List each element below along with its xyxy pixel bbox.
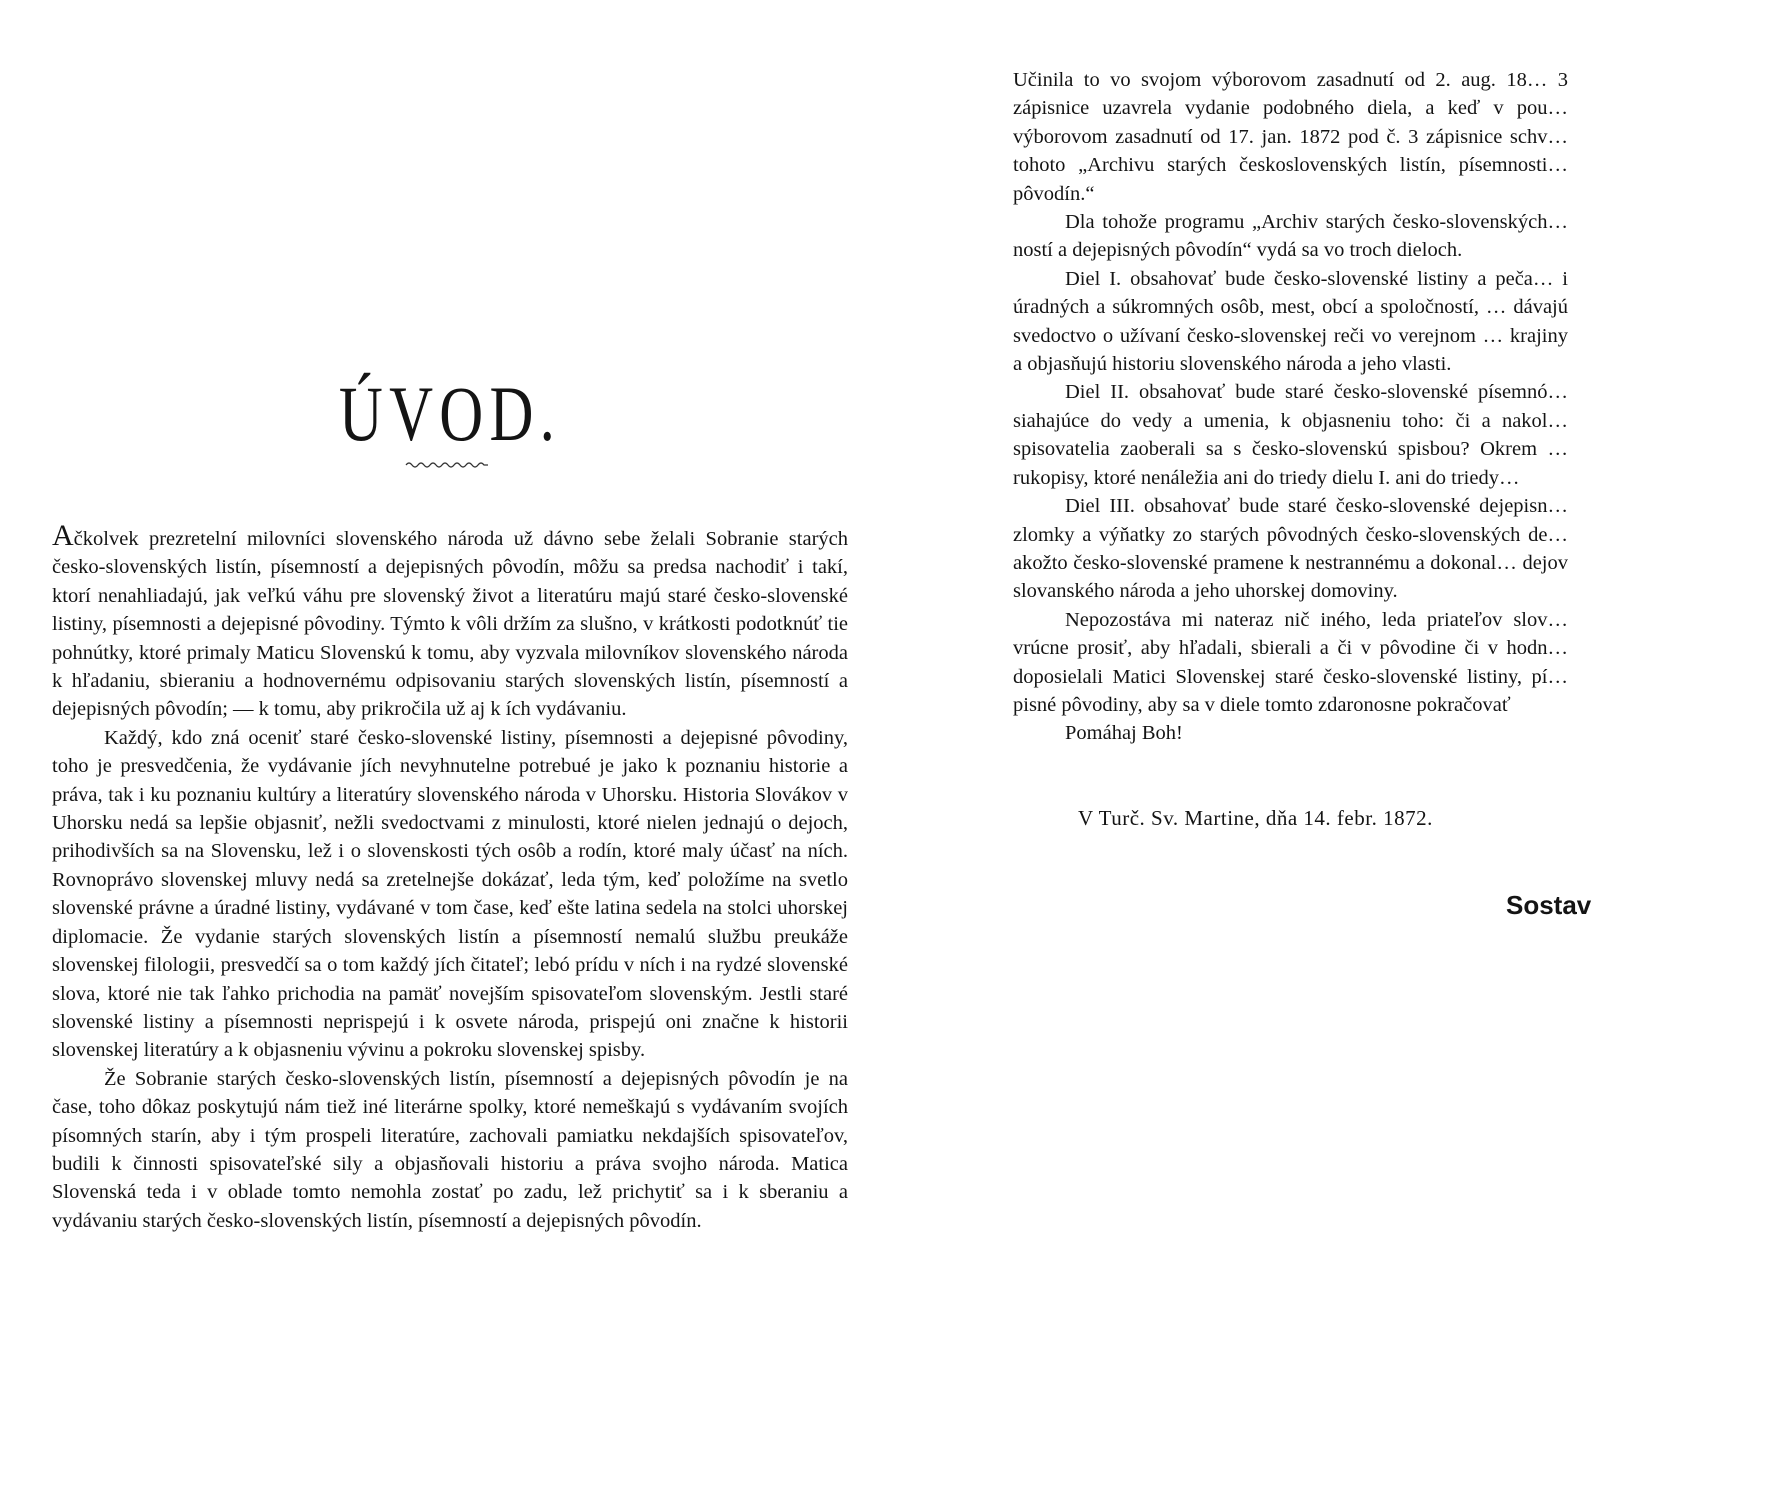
paragraph: Dla tohože programu „Archiv starých česko-slovenských… ností a dejepisných pôvodín“ vydá sa vo troch dieloch. — [1013, 211, 1568, 262]
right-column-text — [1013, 66, 1568, 748]
title-ornament — [406, 460, 488, 470]
paragraph: Pomáhaj Boh! — [1065, 722, 1183, 745]
paragraph: Diel I. obsahovať bude česko-slovenské listiny a peča… i úradných a súkromných osôb, mest, obcí a spoločností, … dávajú svedoctvo o užívaní česko-slovenskej reči vo verejnom … krajiny a objasňujú historiu slovenského národa a jeho vlasti. — [1013, 267, 1568, 376]
paragraph-text: čkolvek prezretelní milovníci slovenského národa už dávno sebe želali Sobranie starých česko-slovenských listín, písemností a dejepisných pôvodín, môžu sa predsa nachodiť i takí, ktorí nenahliadajú, jak veľkú váhu pre slovenský život a literatúru majú staré česko-slovenské listiny, písemnosti a dejepisné pôvodiny. Týmto k vôli držím za slušno, v krátkosti podotknúť tie pohnútky, ktoré primaly Maticu Slovenskú k tomu, aby vyzvala milovníkov slovenského národa k hľadaniu, sbieraniu a hodnovernému odpisovaniu starých slovenských listín, písemností a dejepisných pôvodín; — k tomu, aby prikročila už aj k ích vydávaniu. — [52, 528, 848, 721]
paragraph: Diel III. obsahovať bude staré česko-slovenské dejepisn… zlomky a výňatky zo starých pôvodných česko-slovenských de… akožto česko-slovenské pramene k nestrannému a dokonal… dejov slovanského národa a jeho uhorskej domoviny. — [1013, 495, 1568, 603]
paragraph: Že Sobranie starých česko-slovenských listín, písemností a dejepisných pôvodín je na čase, toho dôkaz poskytujú nám tiež iné literárne spolky, ktoré nemeškajú s vydávaním svojích písomných starín, aby i tým prospeli literatúre, zachovali pamiatku nekdajších spisovateľov, budili k činnosti spisovateľské sily a objasňovali historiu a práva svojho národa. Matica Slovenská teda i v oblade tomto nemohla zostať po zadu, lež prichytiť sa i k sberaniu a vydávaniu starých česko-slovenských listín, písemností a dejepisných pôvodín. — [52, 1067, 848, 1232]
paragraph: Nepozostáva mi nateraz nič iného, leda priateľov slov… vrúcne prosiť, aby hľadali, sbierali a či v pôvodine či v hodn… doposielali Matici Slovenskej staré česko-slovenské listiny, pí… pisné pôvodiny, aby sa v diele tomto zdaronosne pokračovať — [1013, 608, 1568, 716]
paragraph: Každý, kdo zná oceniť staré česko-slovenské listiny, písemnosti a dejepisné pôvodiny, toho je presvedčenia, že vydávanie jích nevyhnutelne potrebué je jako k poznaniu historie a práva, tak i ku poznaniu kultúry a literatúry slovenského národa v Uhorsku. Historia Slovákov v Uhorsku nedá sa lepšie objasniť, nežli svedoctvami z minulosti, ktoré nielen jednajú o dejoch, prihodivších sa na Slovensku, lež i o slovenskosti tých osôb a rodín, ktoré maly účasť na ních. Rovnoprávo slovenskej mluvy nedá sa zretelnejše dokázať, leda tým, keď položíme na svetlo slovenské právne a úradné listiny, vydávané v tom čase, keď ešte latina sedela na stolci uhorskej diplomacie. Že vydanie starých slovenských listín a písemností nemalú službu preukáže slovenskej filologii, presvedčí sa o tom každý jích čitateľ; lebó prídu v ních i na rydzé slovenské slova, ktoré nie tak ľahko prichodia na pamäť novejším spisovateľom slovenským. Jestli staré slovenské listiny a písemnosti neprispejú i k osvete národa, prispejú oni značne k historii slovenskej literatúry a k objasneniu vývinu a pokroku slovenskej spisby. — [52, 726, 848, 1062]
right-page — [893, 0, 1786, 1500]
paragraph — [52, 519, 848, 724]
drop-cap: A — [52, 519, 74, 552]
paragraph: Učinila to vo svojom výborovom zasadnutí od 2. aug. 18… 3 zápisnice uzavrela vydanie podobného diela, a keď v pou… výborovom zasadnutí od 17. jan. 1872 pod č. 3 zápisnice schv… tohoto „Archivu starých československých listín, písemnosti… pôvodín.“ — [1013, 69, 1568, 205]
paragraph: Diel II. obsahovať bude staré česko-slovenské písemnó… siahajúce do vedy a umenia, k objasneniu toho: či a nakol… spisovatelia zaoberali sa s česko-slovenskú spisbou? Okrem … rukopisy, ktoré nenáležia ani do triedy dielu I. ani do triedy… — [1013, 381, 1568, 489]
place-date-line: V Turč. Sv. Martine, dňa 14. febr. 1872. — [1078, 806, 1433, 830]
left-column-text — [52, 519, 848, 1235]
page-title: ÚVOD. — [338, 370, 562, 457]
signature: Sostav — [1506, 890, 1592, 920]
